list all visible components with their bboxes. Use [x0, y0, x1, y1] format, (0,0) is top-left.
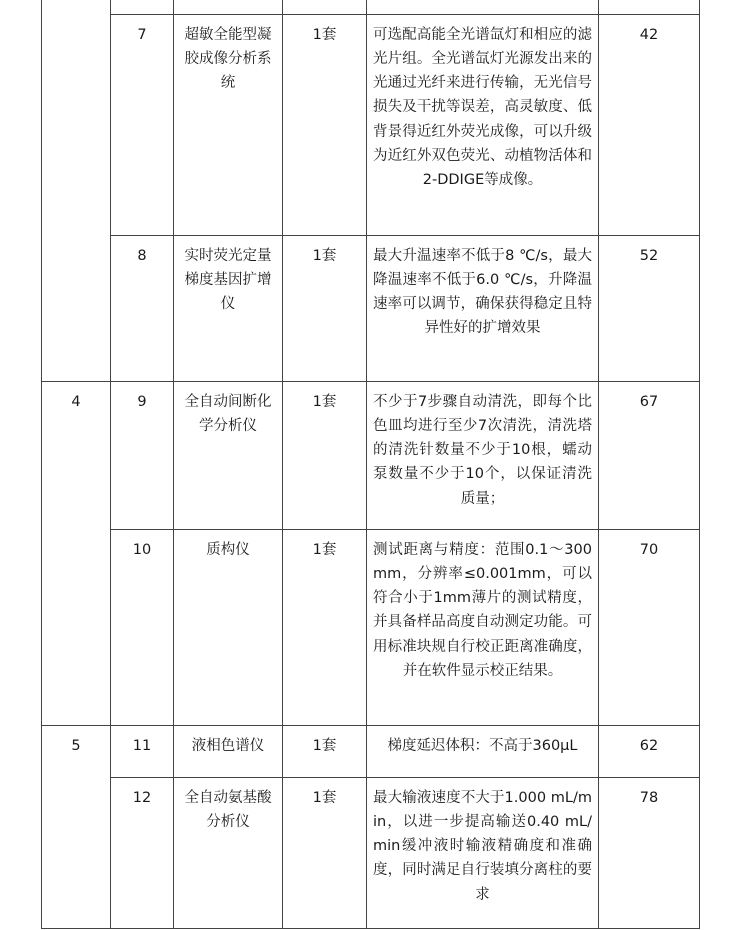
- clipped-row: [42, 0, 700, 14]
- score-cell: [599, 381, 700, 529]
- spec-cell: [367, 14, 599, 235]
- seq-number: 9: [137, 393, 147, 410]
- quantity: 1套: [312, 541, 337, 558]
- spec-cell: [367, 235, 599, 381]
- seq-cell: [111, 235, 174, 381]
- score-cell: [599, 529, 700, 725]
- equipment-name: 超敏全能型凝胶成像分析系统: [184, 26, 272, 92]
- score-value: 52: [639, 247, 659, 264]
- qty-cell: [283, 725, 367, 777]
- score-value: 62: [639, 737, 659, 754]
- seq-cell: [111, 725, 174, 777]
- qty-cell: [283, 529, 367, 725]
- group-number: 4: [71, 393, 81, 410]
- equipment-name: 全自动氨基酸分析仪: [184, 789, 272, 830]
- group-cell: [42, 381, 111, 725]
- score-cell: [599, 725, 700, 777]
- score-value: 78: [639, 789, 659, 806]
- name-cell: [174, 235, 283, 381]
- spec-description: 梯度延迟体积：不高于360μL: [387, 737, 578, 754]
- score-value: 42: [639, 26, 659, 43]
- equipment-name: 全自动间断化学分析仪: [184, 393, 272, 434]
- name-cell: [174, 725, 283, 777]
- score-value: 70: [639, 541, 659, 558]
- table-row: [42, 777, 700, 928]
- seq-number: 7: [137, 26, 147, 43]
- spec-description: 最大升温速率不低于8 ℃/s，最大降温速率不低于6.0 ℃/s，升降温速率可以调节，确保获得稳定且特异性好的扩增效果: [373, 247, 592, 337]
- score-cell: [599, 235, 700, 381]
- seq-cell: [111, 381, 174, 529]
- name-cell: [174, 529, 283, 725]
- name-cell: [174, 381, 283, 529]
- quantity: 1套: [312, 26, 337, 43]
- table-row: [42, 725, 700, 777]
- spec-description: 不少于7步骤自动清洗，即每个比色皿均进行至少7次清洗，清洗塔的清洗针数量不少于10根，蠕动泵数量不少于10个，以保证清洗质量；: [373, 393, 592, 507]
- qty-cell: [283, 777, 367, 928]
- table-row: [42, 14, 700, 235]
- seq-number: 10: [132, 541, 152, 558]
- seq-cell: [111, 14, 174, 235]
- equipment-name: 液相色谱仪: [191, 737, 265, 754]
- group-cell: [42, 725, 111, 928]
- score-cell: [599, 14, 700, 235]
- name-cell: [174, 14, 283, 235]
- group-number: 5: [71, 737, 81, 754]
- seq-cell: [111, 529, 174, 725]
- spec-cell: [367, 381, 599, 529]
- spec-cell: [367, 529, 612, 725]
- name-cell: [174, 777, 283, 928]
- spec-cell: [367, 777, 599, 928]
- seq-cell: [111, 777, 174, 928]
- quantity: 1套: [312, 737, 337, 754]
- seq-number: 11: [132, 737, 152, 754]
- spec-cell: [367, 725, 599, 777]
- qty-cell: [283, 14, 367, 235]
- spec-description: 可选配高能全光谱氙灯和相应的滤光片组。全光谱氙灯光源发出来的光通过光纤来进行传输，无光信号损失及干扰等误差，高灵敏度、低背景得近红外荧光成像，可以升级为近红外双色荧光、动植物活体和2-DDIGE等成像。: [373, 26, 592, 189]
- equipment-spec-table: [41, 0, 700, 929]
- quantity: 1套: [312, 393, 337, 410]
- score-value: 67: [639, 393, 659, 410]
- quantity: 1套: [312, 247, 337, 264]
- seq-number: 12: [132, 789, 152, 806]
- equipment-name: 实时荧光定量梯度基因扩增仪: [184, 247, 272, 313]
- qty-cell: [283, 235, 367, 381]
- spec-description: 最大输液速度不大于1.000 mL/min，以进一步提高输送0.40 mL/min缓冲液时输液精确度和准确度，同时满足自行装填分离柱的要求: [373, 789, 592, 903]
- score-cell: [599, 777, 700, 928]
- table-row: [42, 235, 700, 381]
- table-row: [42, 381, 700, 529]
- qty-cell: [283, 381, 367, 529]
- table-row: [42, 529, 700, 725]
- spec-description: 测试距离与精度：范围0.1～300 mm，分辨率≤0.001mm，可以符合小于1mm薄片的测试精度，并具备样品高度自动测定功能。可用标准块规自行校正距离准确度，并在软件显示校正结果。: [373, 541, 612, 679]
- equipment-name: 质构仪: [206, 541, 250, 558]
- seq-number: 8: [137, 247, 147, 264]
- quantity: 1套: [312, 789, 337, 806]
- group-cell: [42, 0, 111, 381]
